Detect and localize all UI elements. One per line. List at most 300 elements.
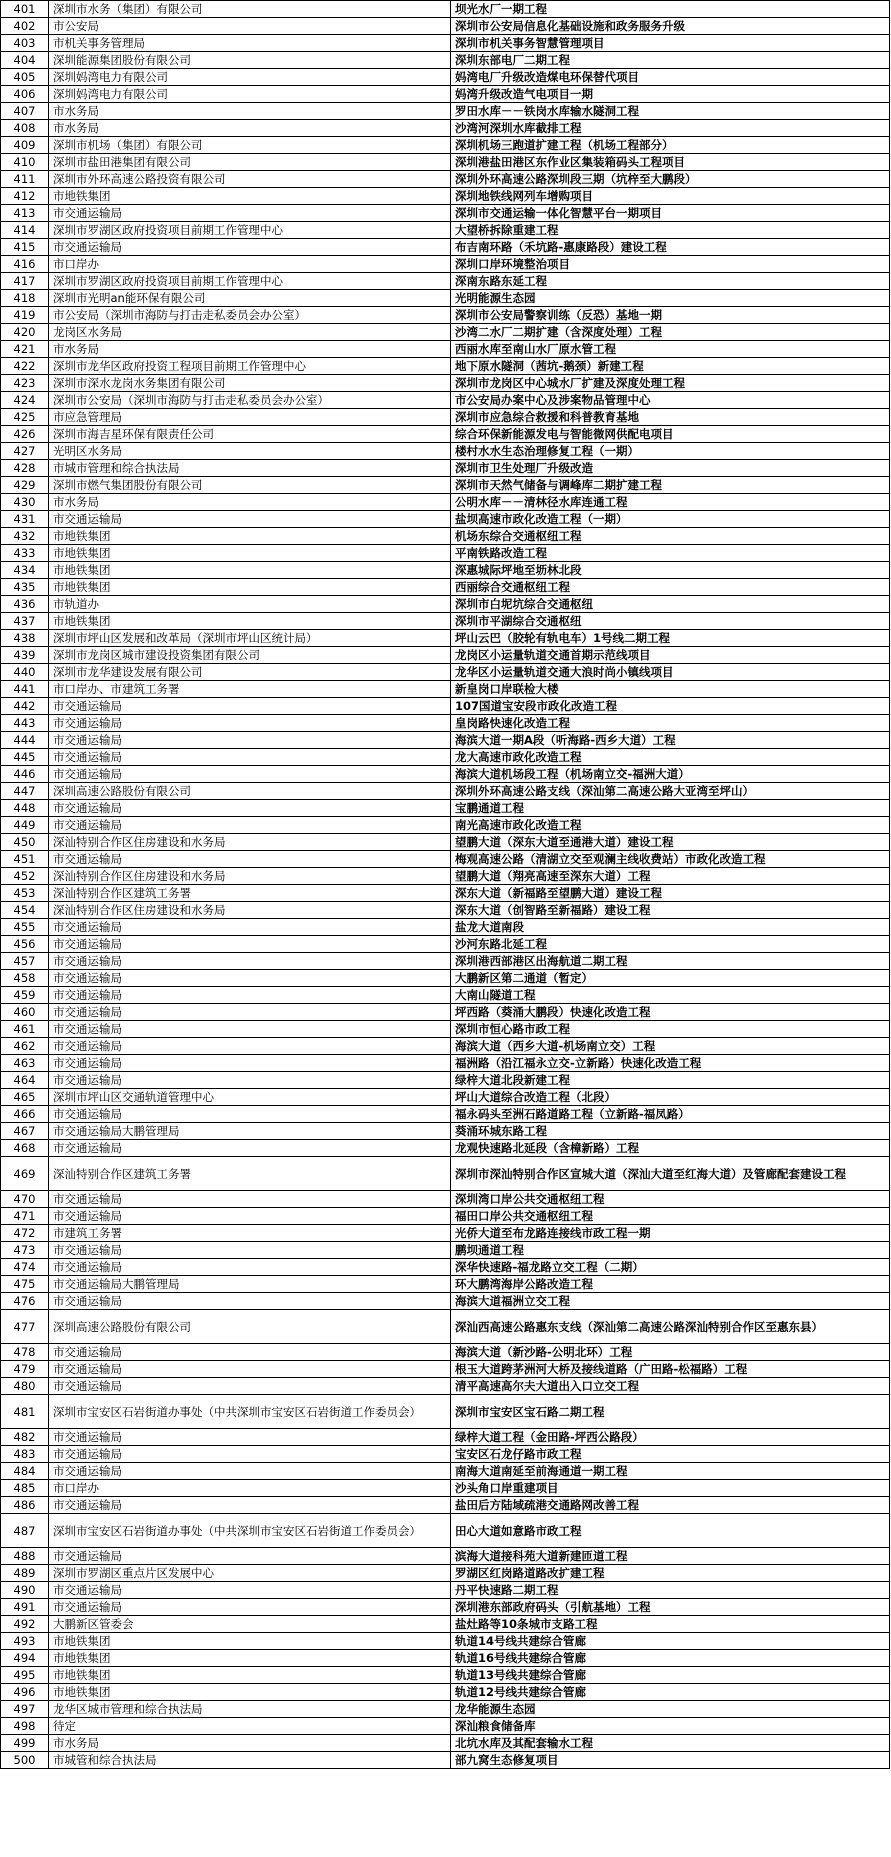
row-number: 444: [1, 732, 49, 749]
table-row: [1, 528, 890, 545]
row-number: 452: [1, 868, 49, 885]
row-number: 413: [1, 205, 49, 222]
row-number: 414: [1, 222, 49, 239]
row-unit: 市交通运输局: [49, 1140, 451, 1157]
table-row: [1, 732, 890, 749]
row-number: 491: [1, 1599, 49, 1616]
row-number: 489: [1, 1565, 49, 1582]
table-row: [1, 953, 890, 970]
row-project: 龙观快速路北延段（含樟新路）工程: [451, 1140, 890, 1157]
row-project: 深圳港盐田港区东作业区集装箱码头工程项目: [451, 154, 890, 171]
table-row: [1, 205, 890, 222]
row-number: 465: [1, 1089, 49, 1106]
row-unit: 市地铁集团: [49, 1633, 451, 1650]
table-row: [1, 409, 890, 426]
row-project: 海滨大道福洲立交工程: [451, 1293, 890, 1310]
table-row: [1, 1089, 890, 1106]
table-row: [1, 341, 890, 358]
row-unit: 龙岗区水务局: [49, 324, 451, 341]
row-project: 深圳湾口岸公共交通枢纽工程: [451, 1191, 890, 1208]
table-row: [1, 137, 890, 154]
row-project: 环大鹏湾海岸公路改造工程: [451, 1276, 890, 1293]
row-unit: 深汕特别合作区住房建设和水务局: [49, 868, 451, 885]
row-number: 431: [1, 511, 49, 528]
table-row: [1, 1429, 890, 1446]
table-row: [1, 222, 890, 239]
table-row: [1, 477, 890, 494]
table-row: [1, 154, 890, 171]
table-row: [1, 120, 890, 137]
row-unit: 市交通运输局: [49, 205, 451, 222]
row-number: 401: [1, 1, 49, 18]
row-unit: 市交通运输局: [49, 851, 451, 868]
row-unit: 深圳市龙岗区城市建设投资集团有限公司: [49, 647, 451, 664]
table-row: [1, 1, 890, 18]
row-number: 468: [1, 1140, 49, 1157]
row-project: 深圳市公安局信息化基础设施和政务服务升级: [451, 18, 890, 35]
row-project: 坪山大道综合改造工程（北段）: [451, 1089, 890, 1106]
table-row: [1, 1140, 890, 1157]
row-unit: 市地铁集团: [49, 613, 451, 630]
row-number: 440: [1, 664, 49, 681]
row-project: 盐田后方陆域疏港交通路网改善工程: [451, 1497, 890, 1514]
row-project: 罗田水库－－铁岗水库输水隧洞工程: [451, 103, 890, 120]
row-unit: 深圳市外环高速公路投资有限公司: [49, 171, 451, 188]
row-project: 市公安局办案中心及涉案物品管理中心: [451, 392, 890, 409]
row-number: 453: [1, 885, 49, 902]
row-number: 450: [1, 834, 49, 851]
table-row: [1, 681, 890, 698]
row-unit: 市交通运输局大鹏管理局: [49, 1123, 451, 1140]
row-number: 442: [1, 698, 49, 715]
table-row: [1, 1157, 890, 1191]
row-number: 417: [1, 273, 49, 290]
row-number: 487: [1, 1514, 49, 1548]
table-row: [1, 324, 890, 341]
row-unit: 市交通运输局: [49, 749, 451, 766]
row-project: 轨道12号线共建综合管廊: [451, 1684, 890, 1701]
row-number: 457: [1, 953, 49, 970]
row-number: 479: [1, 1361, 49, 1378]
row-project: 坪山云巴（胶轮有轨电车）1号线二期工程: [451, 630, 890, 647]
row-project: 深圳外环高速公路支线（深汕第二高速公路大亚湾至坪山）: [451, 783, 890, 800]
row-unit: 市交通运输局: [49, 1548, 451, 1565]
row-number: 462: [1, 1038, 49, 1055]
row-project: 皇岗路快速化改造工程: [451, 715, 890, 732]
row-unit: 市交通运输局: [49, 1463, 451, 1480]
row-unit: 市交通运输局: [49, 766, 451, 783]
row-unit: 深圳市公安局（深圳市海防与打击走私委员会办公室）: [49, 392, 451, 409]
table-row: [1, 239, 890, 256]
row-unit: 深圳市水务（集团）有限公司: [49, 1, 451, 18]
row-number: 423: [1, 375, 49, 392]
row-number: 451: [1, 851, 49, 868]
row-project: 深圳市卫生处理厂升级改造: [451, 460, 890, 477]
row-number: 472: [1, 1225, 49, 1242]
row-number: 424: [1, 392, 49, 409]
row-number: 410: [1, 154, 49, 171]
row-unit: 市交通运输局: [49, 1361, 451, 1378]
row-unit: 龙华区城市管理和综合执法局: [49, 1701, 451, 1718]
row-unit: 市地铁集团: [49, 1650, 451, 1667]
table-row: [1, 766, 890, 783]
row-number: 478: [1, 1344, 49, 1361]
row-unit: 深圳市宝安区石岩街道办事处（中共深圳市宝安区石岩街道工作委员会）: [49, 1514, 451, 1548]
row-project: 部九窝生态修复项目: [451, 1752, 890, 1769]
row-project: 南光高速市政化改造工程: [451, 817, 890, 834]
row-project: 深圳市应急综合救援和科普教育基地: [451, 409, 890, 426]
table-body: [1, 1, 890, 1769]
table-row: [1, 1735, 890, 1752]
row-unit: 市地铁集团: [49, 188, 451, 205]
row-project: 深圳市公安局警察训练（反恐）基地一期: [451, 307, 890, 324]
row-number: 482: [1, 1429, 49, 1446]
row-unit: 市城市管理和综合执法局: [49, 460, 451, 477]
row-project: 宝鹏通道工程: [451, 800, 890, 817]
row-number: 459: [1, 987, 49, 1004]
table-row: [1, 494, 890, 511]
table-row: [1, 1344, 890, 1361]
row-number: 484: [1, 1463, 49, 1480]
row-project: 深华快速路-福龙路立交工程（二期）: [451, 1259, 890, 1276]
table-row: [1, 1293, 890, 1310]
row-project: 深圳市深汕特别合作区宣城大道（深汕大道至红海大道）及管廊配套建设工程: [451, 1157, 890, 1191]
row-number: 498: [1, 1718, 49, 1735]
row-unit: 深圳市燃气集团股份有限公司: [49, 477, 451, 494]
table-row: [1, 783, 890, 800]
row-project: 深圳港东部政府码头（引航基地）工程: [451, 1599, 890, 1616]
row-unit: 市交通运输局: [49, 953, 451, 970]
row-project: 大南山隧道工程: [451, 987, 890, 1004]
row-number: 481: [1, 1395, 49, 1429]
row-project: 沙河东路北延工程: [451, 936, 890, 953]
row-number: 437: [1, 613, 49, 630]
table-row: [1, 1718, 890, 1735]
row-number: 476: [1, 1293, 49, 1310]
row-unit: 市交通运输局: [49, 970, 451, 987]
row-unit: 深圳市龙华区政府投资工程项目前期工作管理中心: [49, 358, 451, 375]
row-project: 深圳市天然气储备与调峰库二期扩建工程: [451, 477, 890, 494]
row-project: 罗湖区红岗路道路改扩建工程: [451, 1565, 890, 1582]
table-row: [1, 664, 890, 681]
row-project: 深圳东部电厂二期工程: [451, 52, 890, 69]
row-unit: 市轨道办: [49, 596, 451, 613]
row-project: 轨道16号线共建综合管廊: [451, 1650, 890, 1667]
row-number: 436: [1, 596, 49, 613]
row-number: 454: [1, 902, 49, 919]
row-unit: 市交通运输局: [49, 1344, 451, 1361]
row-number: 470: [1, 1191, 49, 1208]
table-row: [1, 1599, 890, 1616]
row-unit: 市交通运输局: [49, 987, 451, 1004]
table-row: [1, 562, 890, 579]
row-project: 布吉南环路（禾坑路-惠康路段）建设工程: [451, 239, 890, 256]
row-unit: 市机关事务管理局: [49, 35, 451, 52]
row-project: 深圳外环高速公路深圳段三期（坑梓至大鹏段）: [451, 171, 890, 188]
row-number: 408: [1, 120, 49, 137]
row-number: 474: [1, 1259, 49, 1276]
row-project: 西丽综合交通枢纽工程: [451, 579, 890, 596]
row-unit: 深汕特别合作区建筑工务署: [49, 1157, 451, 1191]
table-row: [1, 1225, 890, 1242]
table-row: [1, 69, 890, 86]
row-project: 深圳市机关事务智慧管理项目: [451, 35, 890, 52]
row-number: 439: [1, 647, 49, 664]
row-unit: 市口岸办: [49, 1480, 451, 1497]
table-row: [1, 1310, 890, 1344]
row-number: 435: [1, 579, 49, 596]
row-unit: 市交通运输局: [49, 800, 451, 817]
row-number: 402: [1, 18, 49, 35]
row-number: 477: [1, 1310, 49, 1344]
row-project: 根玉大道跨茅洲河大桥及接线道路（广田路-松福路）工程: [451, 1361, 890, 1378]
row-number: 419: [1, 307, 49, 324]
table-row: [1, 256, 890, 273]
row-project: 深惠城际坪地至坜林北段: [451, 562, 890, 579]
row-number: 500: [1, 1752, 49, 1769]
row-unit: 市交通运输局: [49, 1072, 451, 1089]
row-project: 宝安区石龙仔路市政工程: [451, 1446, 890, 1463]
table-row: [1, 800, 890, 817]
row-number: 411: [1, 171, 49, 188]
row-unit: 市交通运输局: [49, 511, 451, 528]
table-row: [1, 1191, 890, 1208]
table-row: [1, 1276, 890, 1293]
row-number: 428: [1, 460, 49, 477]
row-project: 深南东路东延工程: [451, 273, 890, 290]
row-number: 496: [1, 1684, 49, 1701]
row-unit: 市水务局: [49, 341, 451, 358]
row-project: 海滨大道（新沙路-公明北环）工程: [451, 1344, 890, 1361]
row-project: 盐坝高速市政化改造工程（一期）: [451, 511, 890, 528]
row-project: 梅观高速公路（清湖立交至观澜主线收费站）市政化改造工程: [451, 851, 890, 868]
row-project: 深圳机场三跑道扩建工程（机场工程部分）: [451, 137, 890, 154]
row-number: 415: [1, 239, 49, 256]
row-unit: 市交通运输局: [49, 817, 451, 834]
row-project: 望鹏大道（深东大道至通港大道）建设工程: [451, 834, 890, 851]
table-row: [1, 1463, 890, 1480]
row-number: 463: [1, 1055, 49, 1072]
row-project: 综合环保新能源发电与智能微网供配电项目: [451, 426, 890, 443]
row-unit: 市口岸办、市建筑工务署: [49, 681, 451, 698]
table-row: [1, 188, 890, 205]
table-row: [1, 1072, 890, 1089]
row-project: 深圳市交通运输一体化智慧平台一期项目: [451, 205, 890, 222]
table-row: [1, 834, 890, 851]
table-row: [1, 1633, 890, 1650]
table-row: [1, 1582, 890, 1599]
row-number: 441: [1, 681, 49, 698]
row-unit: 市交通运输局: [49, 698, 451, 715]
row-number: 490: [1, 1582, 49, 1599]
table-row: [1, 290, 890, 307]
row-number: 432: [1, 528, 49, 545]
row-number: 405: [1, 69, 49, 86]
table-row: [1, 1004, 890, 1021]
row-number: 434: [1, 562, 49, 579]
row-unit: 市交通运输局: [49, 936, 451, 953]
row-unit: 市交通运输局: [49, 1106, 451, 1123]
row-project: 平南铁路改造工程: [451, 545, 890, 562]
table-row: [1, 35, 890, 52]
table-row: [1, 273, 890, 290]
row-number: 493: [1, 1633, 49, 1650]
table-row: [1, 1548, 890, 1565]
row-unit: 市应急管理局: [49, 409, 451, 426]
row-unit: 市交通运输局: [49, 715, 451, 732]
row-unit: 深圳能源集团股份有限公司: [49, 52, 451, 69]
table-row: [1, 426, 890, 443]
row-number: 488: [1, 1548, 49, 1565]
row-unit: 深圳市光明an能环保有限公司: [49, 290, 451, 307]
row-unit: 市交通运输局: [49, 919, 451, 936]
table-row: [1, 936, 890, 953]
table-row: [1, 1565, 890, 1582]
row-project: 深汕西高速公路惠东支线（深汕第二高速公路深汕特别合作区至惠东县）: [451, 1310, 890, 1344]
row-number: 473: [1, 1242, 49, 1259]
table-row: [1, 630, 890, 647]
row-number: 492: [1, 1616, 49, 1633]
row-project: 田心大道如意路市政工程: [451, 1514, 890, 1548]
row-number: 443: [1, 715, 49, 732]
row-project: 丹平快速路二期工程: [451, 1582, 890, 1599]
table-row: [1, 392, 890, 409]
row-number: 438: [1, 630, 49, 647]
row-number: 467: [1, 1123, 49, 1140]
row-number: 446: [1, 766, 49, 783]
row-number: 483: [1, 1446, 49, 1463]
table-row: [1, 851, 890, 868]
row-project: 北坑水库及其配套输水工程: [451, 1735, 890, 1752]
row-project: 深圳市白坭坑综合交通枢纽: [451, 596, 890, 613]
row-number: 464: [1, 1072, 49, 1089]
row-number: 471: [1, 1208, 49, 1225]
table-row: [1, 715, 890, 732]
table-row: [1, 817, 890, 834]
table-row: [1, 1021, 890, 1038]
row-project: 深圳市宝安区宝石路二期工程: [451, 1395, 890, 1429]
row-number: 495: [1, 1667, 49, 1684]
row-project: 妈湾电厂升级改造煤电环保替代项目: [451, 69, 890, 86]
row-number: 421: [1, 341, 49, 358]
row-number: 447: [1, 783, 49, 800]
table-row: [1, 460, 890, 477]
row-project: 大望桥拆除重建工程: [451, 222, 890, 239]
table-row: [1, 868, 890, 885]
row-unit: 深圳市坪山区发展和改革局（深圳市坪山区统计局）: [49, 630, 451, 647]
row-number: 475: [1, 1276, 49, 1293]
row-unit: 市交通运输局: [49, 1038, 451, 1055]
row-unit: 待定: [49, 1718, 451, 1735]
table-row: [1, 902, 890, 919]
table-row: [1, 1106, 890, 1123]
row-unit: 市交通运输局: [49, 1021, 451, 1038]
table-row: [1, 52, 890, 69]
row-project: 绿梓大道北段新建工程: [451, 1072, 890, 1089]
row-number: 480: [1, 1378, 49, 1395]
table-row: [1, 545, 890, 562]
row-project: 楼村水水生态治理修复工程（一期）: [451, 443, 890, 460]
table-row: [1, 358, 890, 375]
table-row: [1, 86, 890, 103]
row-project: 龙岗区小运量轨道交通首期示范线项目: [451, 647, 890, 664]
row-unit: 深圳市龙华建设发展有限公司: [49, 664, 451, 681]
row-unit: 深汕特别合作区住房建设和水务局: [49, 834, 451, 851]
table-row: [1, 1361, 890, 1378]
row-project: 大鹏新区第二通道（暂定）: [451, 970, 890, 987]
table-row: [1, 18, 890, 35]
row-project: 深汕粮食储备库: [451, 1718, 890, 1735]
row-number: 433: [1, 545, 49, 562]
row-unit: 深汕特别合作区住房建设和水务局: [49, 902, 451, 919]
row-project: 福洲路（沿江福永立交-立新路）快速化改造工程: [451, 1055, 890, 1072]
table-row: [1, 987, 890, 1004]
row-number: 466: [1, 1106, 49, 1123]
row-unit: 光明区水务局: [49, 443, 451, 460]
table-row: [1, 375, 890, 392]
row-number: 404: [1, 52, 49, 69]
row-number: 497: [1, 1701, 49, 1718]
row-unit: 市口岸办: [49, 256, 451, 273]
row-project: 海滨大道（西乡大道-机场南立交）工程: [451, 1038, 890, 1055]
row-unit: 市交通运输局: [49, 1004, 451, 1021]
row-project: 福田口岸公共交通枢纽工程: [451, 1208, 890, 1225]
row-number: 416: [1, 256, 49, 273]
row-number: 486: [1, 1497, 49, 1514]
table-row: [1, 579, 890, 596]
row-unit: 深圳高速公路股份有限公司: [49, 1310, 451, 1344]
table-row: [1, 1684, 890, 1701]
row-project: 望鹏大道（翔亮高速至深东大道）工程: [451, 868, 890, 885]
row-unit: 市地铁集团: [49, 545, 451, 562]
row-project: 鹏坝通道工程: [451, 1242, 890, 1259]
table-row: [1, 1752, 890, 1769]
row-unit: 市公安局: [49, 18, 451, 35]
row-project: 深圳市恒心路市政工程: [451, 1021, 890, 1038]
row-unit: 深圳市深水龙岗水务集团有限公司: [49, 375, 451, 392]
row-project: 盐龙大道南段: [451, 919, 890, 936]
row-project: 清平高速高尔夫大道出入口立交工程: [451, 1378, 890, 1395]
row-unit: 市交通运输局: [49, 732, 451, 749]
row-unit: 市水务局: [49, 1735, 451, 1752]
row-project: 海滨大道一期A段（听海路-西乡大道）工程: [451, 732, 890, 749]
row-unit: 深圳市机场（集团）有限公司: [49, 137, 451, 154]
row-number: 427: [1, 443, 49, 460]
row-unit: 市交通运输局: [49, 1378, 451, 1395]
row-number: 420: [1, 324, 49, 341]
row-project: 龙大高速市政化改造工程: [451, 749, 890, 766]
row-unit: 市地铁集团: [49, 528, 451, 545]
table-row: [1, 1497, 890, 1514]
row-unit: 市地铁集团: [49, 1684, 451, 1701]
table-row: [1, 919, 890, 936]
table-row: [1, 443, 890, 460]
table-row: [1, 970, 890, 987]
row-unit: 深圳妈湾电力有限公司: [49, 86, 451, 103]
row-project: 地下原水隧洞（茜坑-鹅颈）新建工程: [451, 358, 890, 375]
row-project: 盐灶路等10条城市支路工程: [451, 1616, 890, 1633]
row-number: 455: [1, 919, 49, 936]
row-number: 403: [1, 35, 49, 52]
row-unit: 深圳市坪山区交通轨道管理中心: [49, 1089, 451, 1106]
row-unit: 市地铁集团: [49, 562, 451, 579]
row-unit: 大鹏新区管委会: [49, 1616, 451, 1633]
row-unit: 市水务局: [49, 120, 451, 137]
row-project: 南海大道南延至前海通道一期工程: [451, 1463, 890, 1480]
row-project: 轨道14号线共建综合管廊: [451, 1633, 890, 1650]
row-number: 430: [1, 494, 49, 511]
row-project: 福永码头至洲石路道路工程（立新路-福凤路）: [451, 1106, 890, 1123]
